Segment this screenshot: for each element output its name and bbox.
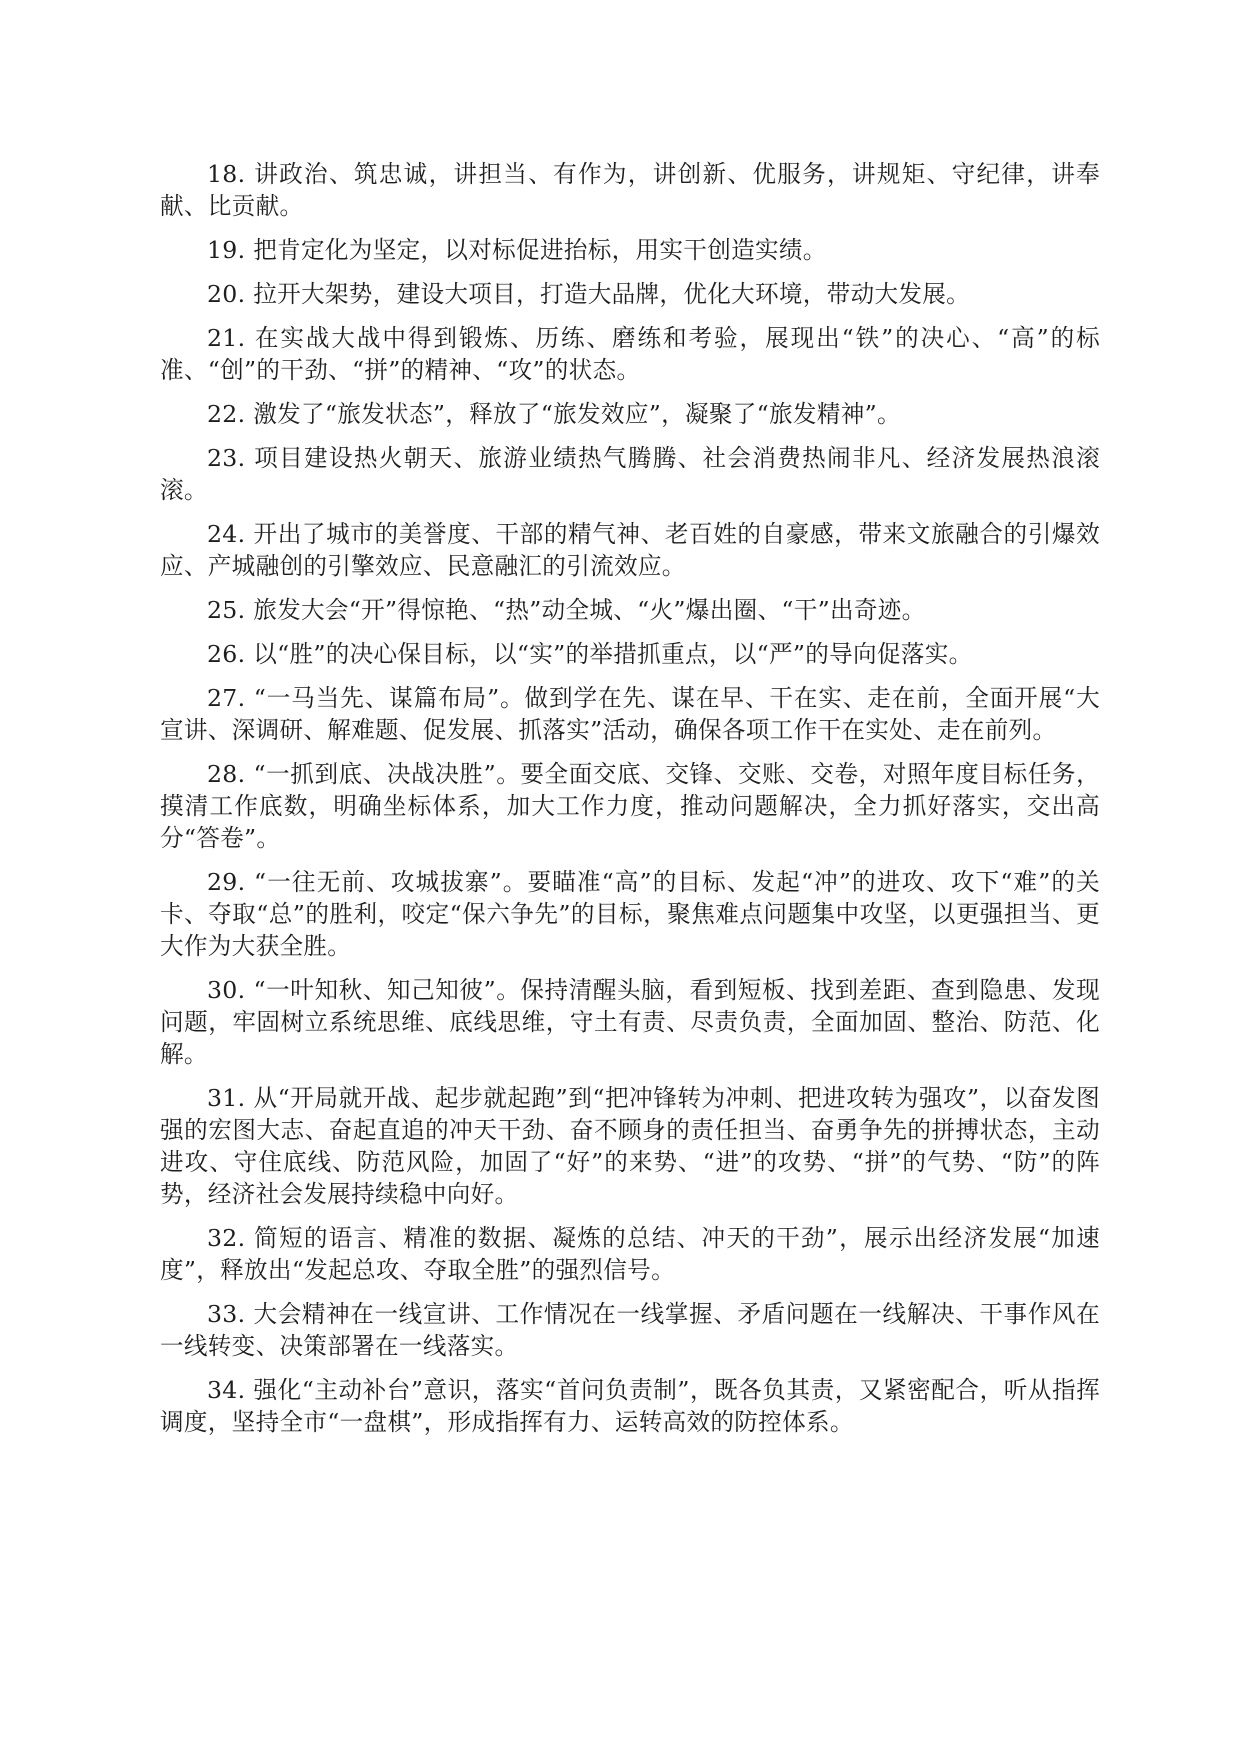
paragraph-30: 30. “一叶知秋、知己知彼”。保持清醒头脑，看到短板、找到差距、查到隐患、发现问题，牢固树立系统思维、底线思维，守土有责、尽责负责，全面加固、整治、防范、化解。 (160, 976, 1100, 1068)
paragraph-33: 33. 大会精神在一线宣讲、工作情况在一线掌握、矛盾问题在一线解决、干事作风在一线转变、决策部署在一线落实。 (160, 1300, 1100, 1360)
paragraph-24: 24. 开出了城市的美誉度、干部的精气神、老百姓的自豪感，带来文旅融合的引爆效应、产城融创的引擎效应、民意融汇的引流效应。 (160, 520, 1100, 580)
paragraph-19: 19. 把肯定化为坚定，以对标促进抬标，用实干创造实绩。 (207, 236, 827, 264)
paragraph-26: 26. 以“胜”的决心保目标，以“实”的举措抓重点，以“严”的导向促落实。 (207, 640, 973, 668)
paragraph-28: 28. “一抓到底、决战决胜”。要全面交底、交锋、交账、交卷，对照年度目标任务，摸清工作底数，明确坐标体系，加大工作力度，推动问题解决，全力抓好落实，交出高分“答卷”。 (160, 760, 1100, 852)
paragraph-22: 22. 激发了“旅发状态”，释放了“旅发效应”，凝聚了“旅发精神”。 (207, 400, 901, 428)
paragraph-29: 29. “一往无前、攻城拔寨”。要瞄准“高”的目标、发起“冲”的进攻、攻下“难”的关卡、夺取“总”的胜利，咬定“保六争先”的目标，聚焦难点问题集中攻坚，以更强担当、更大作为大获全胜。 (160, 868, 1100, 960)
paragraph-34: 34. 强化“主动补台”意识，落实“首问负责制”，既各负其责，又紧密配合，听从指挥调度，坚持全市“一盘棋”，形成指挥有力、运转高效的防控体系。 (160, 1376, 1100, 1436)
paragraph-25: 25. 旅发大会“开”得惊艳、“热”动全城、“火”爆出圈、“干”出奇迹。 (207, 596, 926, 624)
document-body (160, 158, 1100, 1450)
paragraph-21: 21. 在实战大战中得到锻炼、历练、磨练和考验，展现出“铁”的决心、“高”的标准、“创”的干劲、“拼”的精神、“攻”的状态。 (160, 324, 1100, 384)
paragraph-20: 20. 拉开大架势，建设大项目，打造大品牌，优化大环境，带动大发展。 (207, 280, 971, 308)
paragraph-31: 31. 从“开局就开战、起步就起跑”到“把冲锋转为冲刺、把进攻转为强攻”，以奋发图强的宏图大志、奋起直追的冲天干劲、奋不顾身的责任担当、奋勇争先的拼搏状态，主动进攻、守住底线、防范风险，加固了“好”的来势、“进”的攻势、“拼”的气势、“防”的阵势，经济社会发展持续稳中向好。 (160, 1084, 1100, 1208)
paragraph-23: 23. 项目建设热火朝天、旅游业绩热气腾腾、社会消费热闹非凡、经济发展热浪滚滚。 (160, 444, 1100, 504)
paragraph-18: 18. 讲政治、筑忠诚，讲担当、有作为，讲创新、优服务，讲规矩、守纪律，讲奉献、比贡献。 (160, 160, 1100, 220)
paragraph-32: 32. 简短的语言、精准的数据、凝炼的总结、冲天的干劲”，展示出经济发展“加速度”，释放出“发起总攻、夺取全胜”的强烈信号。 (160, 1224, 1100, 1284)
paragraph-27: 27. “一马当先、谋篇布局”。做到学在先、谋在早、干在实、走在前，全面开展“大宣讲、深调研、解难题、促发展、抓落实”活动，确保各项工作干在实处、走在前列。 (160, 684, 1100, 744)
